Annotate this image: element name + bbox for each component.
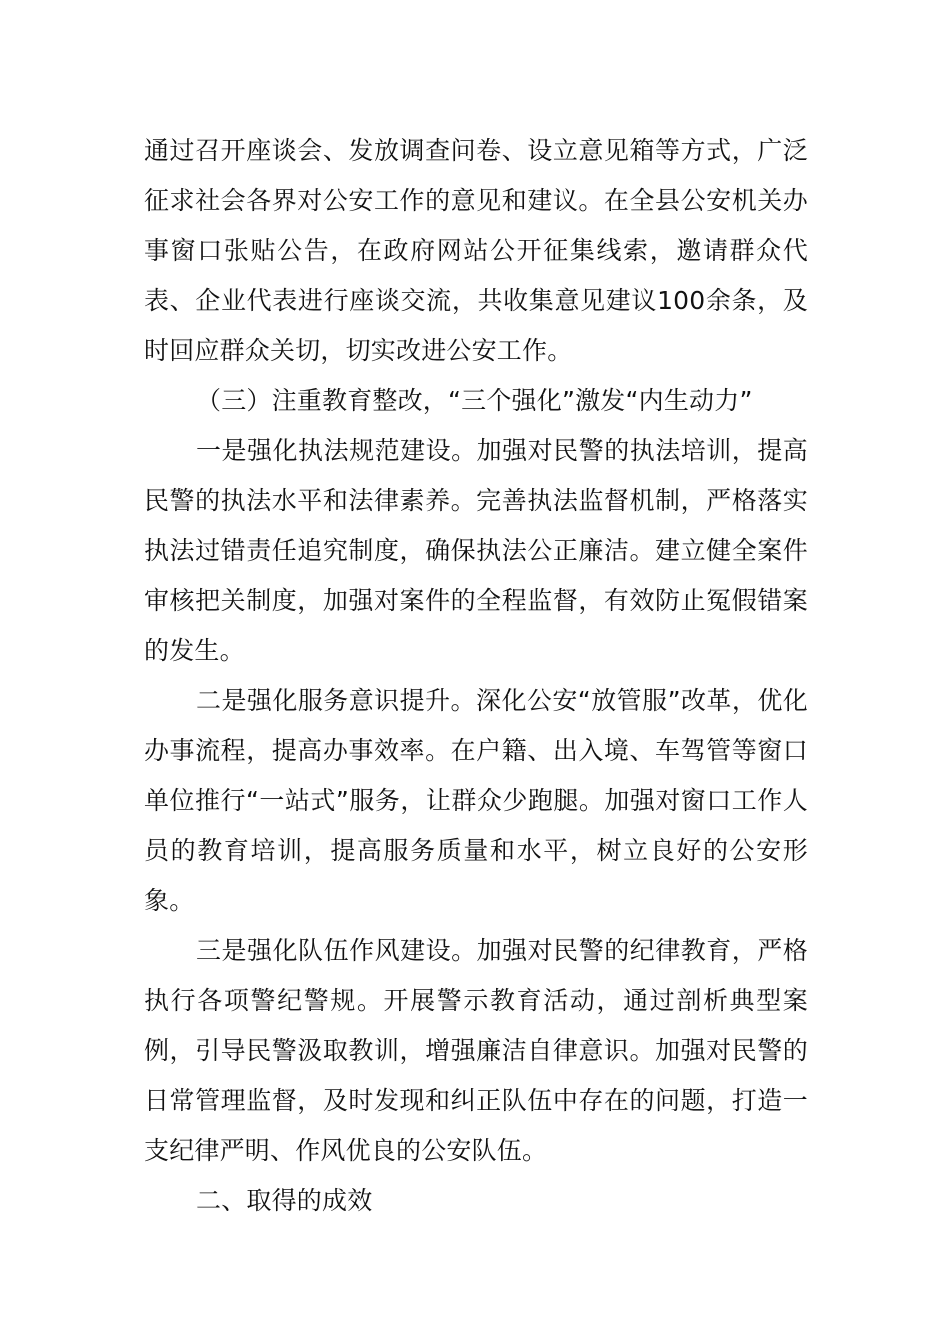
section-heading-achievements: 二、取得的成效 [196, 1186, 373, 1215]
subheading-education-rectification: （三）注重教育整改，“三个强化”激发“内生动力” [196, 386, 753, 415]
document-page [144, 126, 808, 1226]
paragraph-law-enforcement: 一是强化执法规范建设。加强对民警的执法培训，提高民警的执法水平和法律素养。完善执法监督机制，严格落实执法过错责任追究制度，确保执法公正廉洁。建立健全案件审核把关制度，加强对案件的全程监督，有效防止冤假错案的发生。 [144, 436, 808, 665]
paragraph-feedback-collection: 通过召开座谈会、发放调查问卷、设立意见箱等方式，广泛征求社会各界对公安工作的意见和建议。在全县公安机关办事窗口张贴公告，在政府网站公开征集线索，邀请群众代表、企业代表进行座谈交流，共收集意见建议100余条，及时回应群众关切，切实改进公安工作。 [144, 136, 808, 365]
paragraph-service-awareness: 二是强化服务意识提升。深化公安“放管服”改革，优化办事流程，提高办事效率。在户籍、出入境、车驾管等窗口单位推行“一站式”服务，让群众少跑腿。加强对窗口工作人员的教育培训，提高服务质量和水平，树立良好的公安形象。 [144, 686, 808, 915]
paragraph-team-conduct: 三是强化队伍作风建设。加强对民警的纪律教育，严格执行各项警纪警规。开展警示教育活动，通过剖析典型案例，引导民警汲取教训，增强廉洁自律意识。加强对民警的日常管理监督，及时发现和纠正队伍中存在的问题，打造一支纪律严明、作风优良的公安队伍。 [144, 936, 808, 1165]
